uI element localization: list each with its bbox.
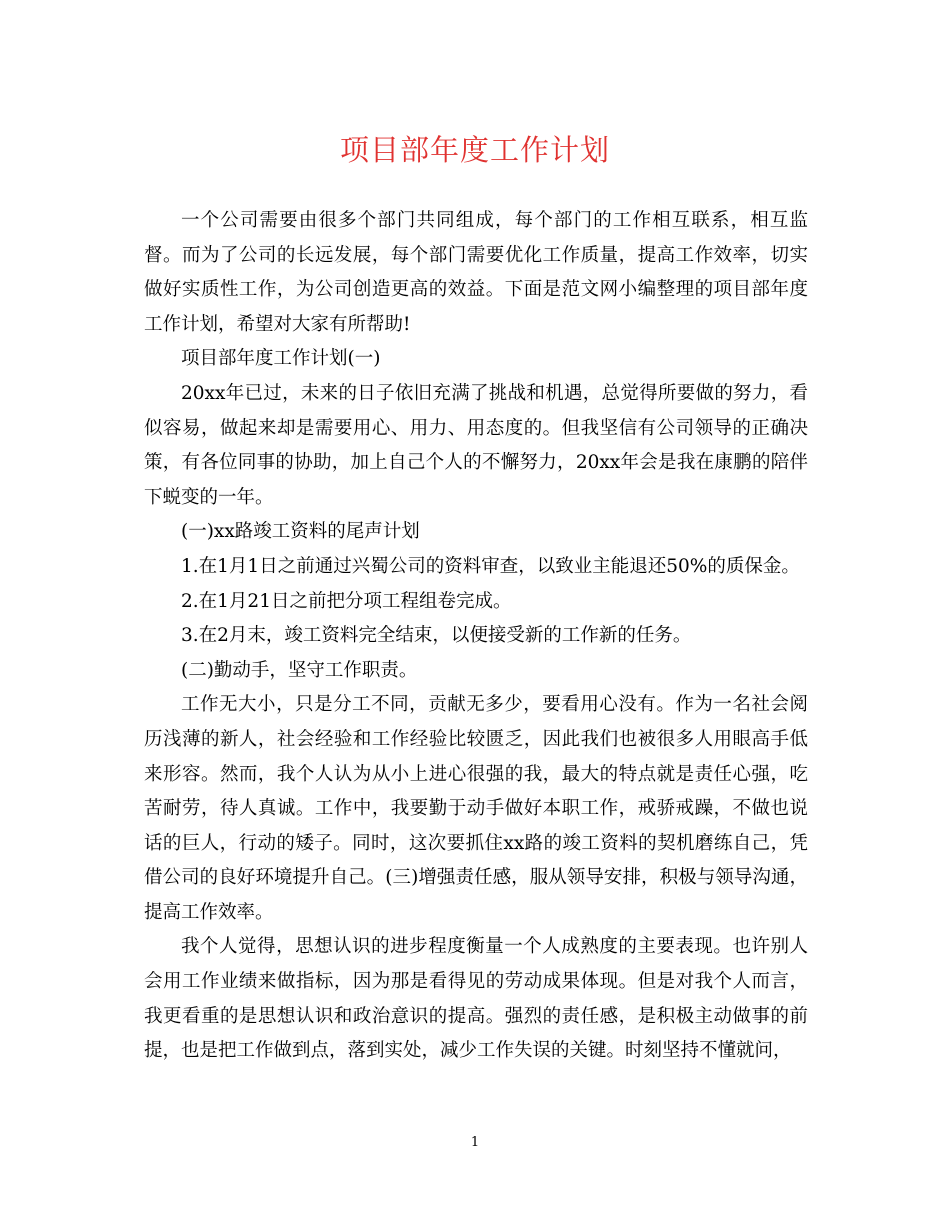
paragraph-intro: 一个公司需要由很多个部门共同组成，每个部门的工作相互联系，相互监督。而为了公司的长远发展，每个部门需要优化工作质量，提高工作效率，切实做好实质性工作，为公司创造更高的效益。下面是范文网小编整理的项目部年度工作计划，希望对大家有所帮助! [144,210,808,335]
page-number: 1 [470,1135,480,1150]
document-body [144,204,808,1069]
paragraph-subheading-1: (一)xx路竣工资料的尾声计划 [181,521,420,543]
paragraph-subheading-2: (二)勤动手，坚守工作职责。 [181,659,418,681]
paragraph-responsibility: 我个人觉得，思想认识的进步程度衡量一个人成熟度的主要表现。也许别人会用工作业绩来做指标，因为那是看得见的劳动成果体现。但是对我个人而言，我更看重的是思想认识和政治意识的提高。强烈的责任感，是积极主动做事的前提，也是把工作做到点，落到实处，减少工作失误的关键。时刻坚持不懂就问， [144,936,808,1062]
paragraph-item-1: 1.在1月1日之前通过兴蜀公司的资料审查，以致业主能退还50%的质保金。 [181,555,800,577]
paragraph-section-heading: 项目部年度工作计划(一) [181,348,381,370]
paragraph-item-2: 2.在1月21日之前把分项工程组卷完成。 [181,590,512,612]
document-title: 项目部年度工作计划 [339,133,610,167]
paragraph-work-attitude: 工作无大小，只是分工不同，贡献无多少，要看用心没有。作为一名社会阅历浅薄的新人，社会经验和工作经验比较匮乏，因此我们也被很多人用眼高手低来形容。然而，我个人认为从小上进心很强的我，最大的特点就是责任心强，吃苦耐劳，待人真诚。工作中，我要勤于动手做好本职工作，戒骄戒躁，不做也说话的巨人，行动的矮子。同时，这次要抓住xx路的竣工资料的契机磨练自己，凭借公司的良好环境提升自己。(三)增强责任感，服从领导安排，积极与领导沟通，提高工作效率。 [144,694,808,923]
paragraph-opening: 20xx年已过，未来的日子依旧充满了挑战和机遇，总觉得所要做的努力，看似容易，做起来却是需要用心、用力、用态度的。但我坚信有公司领导的正确决策，有各位同事的协助，加上自己个人的不懈努力，20xx年会是我在康鹏的陪伴下蜕变的一年。 [144,382,808,508]
paragraph-item-3: 3.在2月末，竣工资料完全结束，以便接受新的工作新的任务。 [181,625,692,647]
